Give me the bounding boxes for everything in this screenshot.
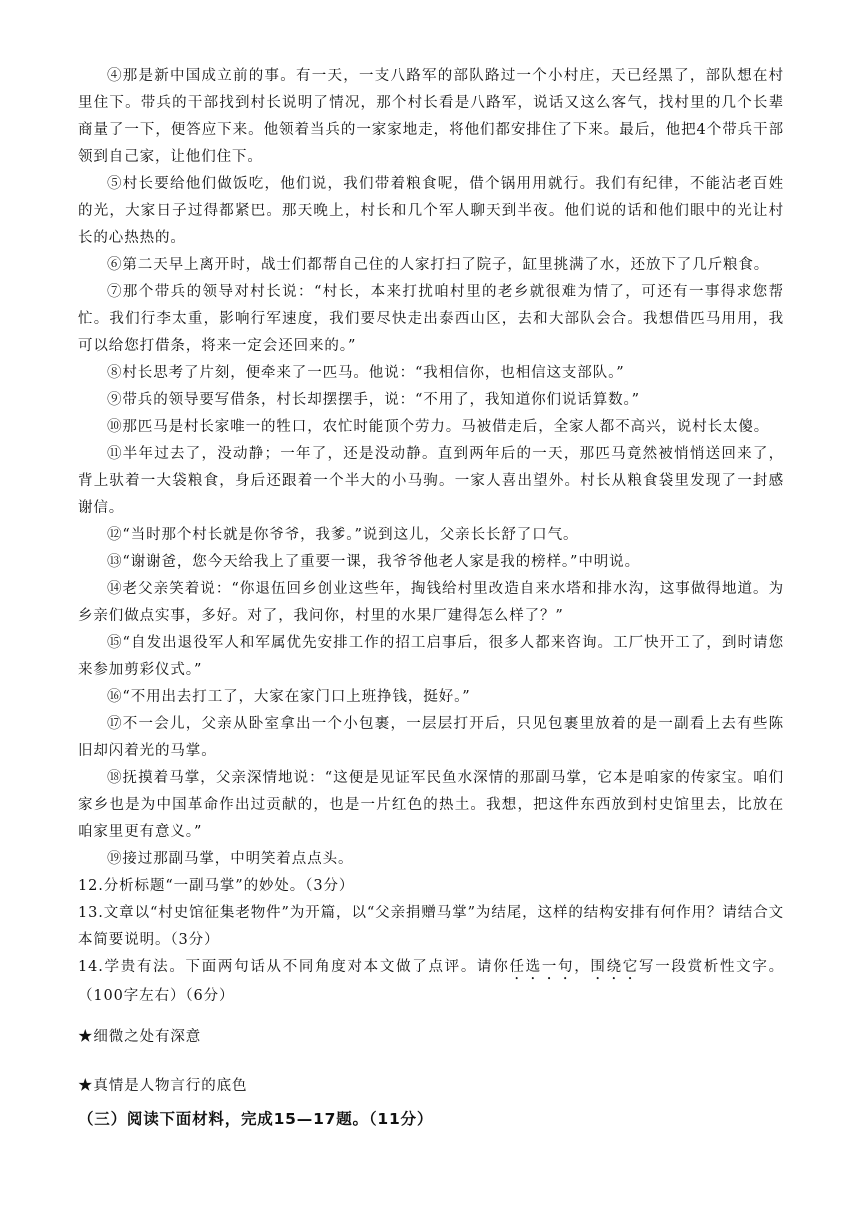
paragraph-17: ⑰不一会儿，父亲从卧室拿出一个小包裹，一层层打开后，只见包裹里放着的是一副看上去有些陈旧却闪着光的马掌。 xyxy=(78,716,784,759)
question-14-tail: 写一段赏析性文字。（100字左右）（6分） xyxy=(78,959,784,1004)
question-14 xyxy=(78,954,784,1010)
paragraph-13: ⑬“谢谢爸，您今天给我上了重要一课，我爷爷他老人家是我的榜样。”中明说。 xyxy=(107,554,640,570)
paragraph-18: ⑱抚摸着马掌，父亲深情地说：“这便是见证军民鱼水深情的那副马掌，它本是咱家的传家宝。咱们家乡也是为中国革命作出过贡献的，也是一片红色的热土。我想，把这件东西放到村史馆里去，比放在咱家里更有意义。” xyxy=(78,770,784,840)
question-14-lead: 14.学贵有法。下面两句话从不同角度对本文做了点评。请你 xyxy=(78,959,510,975)
section-title: （三）阅读下面材料，完成15—17题。（11分） xyxy=(78,1110,434,1128)
paragraph-7: ⑦那个带兵的领导对村长说：“村长，本来打扰咱村里的老乡就很难为情了，可还有一事得求您帮忙。我们行李太重，影响行军速度，我们要尽快走出泰西山区，去和大部队会合。我想借匹马用用，我可以给您打借条，将来一定会还回来的。” xyxy=(78,284,784,354)
comment-2: ★真情是人物言行的底色 xyxy=(78,1078,248,1094)
paragraph-19: ⑲接过那副马掌，中明笑着点点头。 xyxy=(107,851,354,867)
paragraph-9: ⑨带兵的领导要写借条，村长却摆摆手，说：“不用了，我知道你们说话算数。” xyxy=(107,392,640,408)
question-12: 12.分析标题“一副马掌”的妙处。（3分） xyxy=(78,878,355,894)
comment-1: ★细微之处有深意 xyxy=(78,1029,202,1045)
paragraph-4: ④那是新中国成立前的事。有一天，一支八路军的部队路过一个小村庄，天已经黑了，部队想在村里住下。带兵的干部找到村长说明了情况，那个村长看是八路军，说话又这么客气，找村里的几个长辈商量了一下，便答应下来。他领着当兵的一家家地走，将他们都安排住了下来。最后，他把4个带兵干部领到自己家，让他们住下。 xyxy=(78,68,784,165)
question-14-comma: ， xyxy=(574,959,591,975)
emphasis-around-it: 围绕它 xyxy=(590,959,640,975)
paragraph-12: ⑫“当时那个村长就是你爷爷，我爹。”说到这儿，父亲长长舒了口气。 xyxy=(107,527,579,543)
paragraph-6: ⑥第二天早上离开时，战士们都帮自己住的人家打扫了院子，缸里挑满了水，还放下了几斤粮食。 xyxy=(107,257,770,273)
document-page xyxy=(78,63,784,1133)
emphasis-choose-one: 任选一句 xyxy=(509,959,575,975)
question-13: 13.文章以“村史馆征集老物件”为开篇，以“父亲捐赠马掌”为结尾，这样的结构安排有何作用？请结合文本简要说明。（3分） xyxy=(78,905,784,948)
paragraph-5: ⑤村长要给他们做饭吃，他们说，我们带着粮食呢，借个锅用用就行。我们有纪律，不能沾老百姓的光，大家日子过得都紧巴。那天晚上，村长和几个军人聊天到半夜。他们说的话和他们眼中的光让村长的心热热的。 xyxy=(78,176,784,246)
paragraph-15: ⑮“自发出退役军人和军属优先安排工作的招工启事后，很多人都来咨询。工厂快开工了，到时请您来参加剪彩仪式。” xyxy=(78,635,784,678)
paragraph-8: ⑧村长思考了片刻，便牵来了一匹马。他说：“我相信你，也相信这支部队。” xyxy=(107,365,625,381)
paragraph-16: ⑯“不用出去打工了，大家在家门口上班挣钱，挺好。” xyxy=(107,689,471,705)
paragraph-11: ⑪半年过去了，没动静；一年了，还是没动静。直到两年后的一天，那匹马竟然被悄悄送回来了，背上驮着一大袋粮食，身后还跟着一个半大的小马驹。一家人喜出望外。村长从粮食袋里发现了一封感谢信。 xyxy=(78,446,784,516)
paragraph-14: ⑭老父亲笑着说：“你退伍回乡创业这些年，掏钱给村里改造自来水塔和排水沟，这事做得地道。为乡亲们做点实事，多好。对了，我问你，村里的水果厂建得怎么样了？” xyxy=(78,581,784,624)
paragraph-10: ⑩那匹马是村长家唯一的牲口，农忙时能顶个劳力。马被借走后，全家人都不高兴，说村长太傻。 xyxy=(107,419,770,435)
